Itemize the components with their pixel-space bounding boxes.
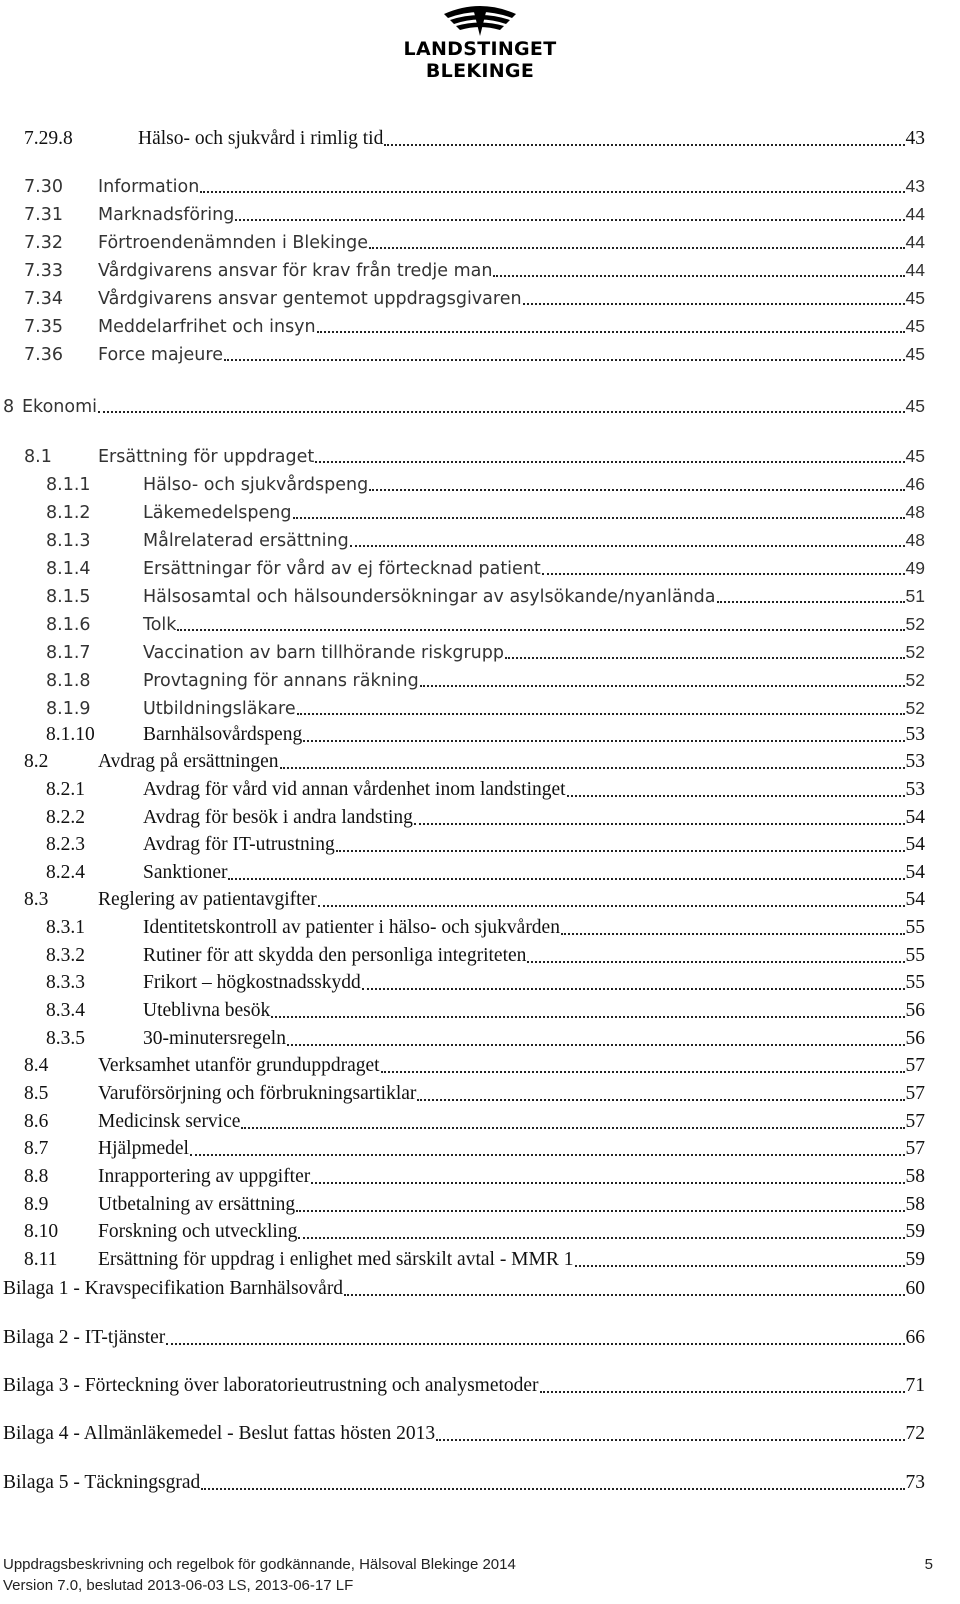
toc-entry[interactable] [24, 126, 925, 152]
toc-dot-leader [542, 573, 905, 575]
toc-entry-title: Förtroendenämnden i Blekinge [98, 233, 368, 253]
toc-entry[interactable] [46, 805, 925, 831]
toc-entry[interactable] [46, 777, 925, 803]
toc-entry-number: 8.1.9 [46, 699, 91, 719]
toc-entry-number: 7.31 [24, 205, 63, 225]
toc-entry-number: 8.5 [24, 1083, 49, 1104]
toc-entry[interactable] [46, 667, 925, 693]
toc-dot-leader [561, 933, 905, 935]
toc-entry-title: Uteblivna besök [143, 1000, 271, 1021]
toc-entry[interactable] [3, 393, 925, 419]
toc-entry[interactable] [46, 499, 925, 525]
toc-entry-title: Rutiner för att skydda den personliga integriteten [143, 945, 527, 966]
toc-entry-title: Vårdgivarens ansvar för krav från tredje man [98, 261, 493, 281]
toc-entry-page: 49 [905, 558, 925, 578]
toc-entry[interactable] [46, 722, 925, 748]
toc-dot-leader [200, 191, 904, 193]
toc-dot-leader [540, 1391, 905, 1393]
toc-entry[interactable] [46, 860, 925, 886]
toc-dot-leader [436, 1439, 904, 1441]
toc-entry-number: 8.1.2 [46, 503, 91, 523]
toc-entry-title: Läkemedelspeng [143, 503, 292, 523]
toc-entry-page: 52 [905, 614, 925, 634]
toc-dot-leader [235, 219, 904, 221]
toc-entry[interactable] [3, 1325, 925, 1351]
toc-entry-title: Målrelaterad ersättning [143, 531, 349, 551]
toc-entry-number: 8.2.2 [46, 807, 85, 828]
toc-entry-title: Ersättningar för vård av ej förtecknad patient [143, 559, 541, 579]
toc-entry-page: 43 [905, 128, 925, 149]
toc-entry[interactable] [24, 1219, 925, 1245]
toc-entry[interactable] [3, 1421, 925, 1447]
toc-dot-leader [369, 489, 904, 491]
toc-entry[interactable] [46, 832, 925, 858]
toc-entry-title: 30-minutersregeln [143, 1028, 286, 1049]
toc-entry[interactable] [24, 1053, 925, 1079]
toc-entry[interactable] [46, 998, 925, 1024]
toc-entry[interactable] [46, 555, 925, 581]
toc-dot-leader [369, 247, 905, 249]
footer-document-title: Uppdragsbeskrivning och regelbok för godkännande, Hälsoval Blekinge 2014 [3, 1556, 516, 1573]
toc-entry-number: 8.1.10 [46, 724, 95, 745]
toc-entry-page: 55 [905, 945, 925, 966]
toc-entry-number: 7.29.8 [24, 128, 73, 149]
toc-entry-page: 52 [905, 698, 925, 718]
toc-entry-title: Identitetskontroll av patienter i hälso- och sjukvården [143, 917, 560, 938]
toc-entry[interactable] [46, 1026, 925, 1052]
toc-entry-page: 53 [905, 751, 925, 772]
toc-dot-leader [303, 740, 904, 742]
toc-entry-number: 8.2.3 [46, 834, 85, 855]
toc-entry-number: 8.4 [24, 1055, 49, 1076]
toc-entry-page: 59 [905, 1221, 925, 1242]
toc-entry-page: 45 [905, 396, 925, 416]
toc-entry-title: Medicinsk service [98, 1111, 241, 1132]
toc-entry-title: Bilaga 1 - Kravspecifikation Barnhälsovård [3, 1278, 344, 1299]
toc-entry-title: Sanktioner [143, 862, 228, 883]
header-logo [350, 2, 610, 82]
toc-dot-leader [201, 1488, 904, 1490]
toc-entry[interactable] [46, 527, 925, 553]
toc-entry[interactable] [24, 887, 925, 913]
toc-dot-leader [287, 1044, 905, 1046]
toc-entry-number: 8.1.7 [46, 643, 91, 663]
footer-version: Version 7.0, beslutad 2013-06-03 LS, 2013-06-17 LF [3, 1577, 354, 1594]
toc-entry-number: 8.7 [24, 1138, 49, 1159]
toc-entry[interactable] [24, 229, 925, 255]
toc-entry-page: 54 [905, 807, 925, 828]
toc-entry-page: 59 [905, 1249, 925, 1270]
toc-entry-page: 73 [905, 1472, 925, 1493]
toc-dot-leader [414, 823, 905, 825]
toc-entry-title: Verksamhet utanför grunduppdraget [98, 1055, 380, 1076]
toc-entry-page: 45 [905, 316, 925, 336]
toc-dot-leader [190, 1154, 905, 1156]
toc-entry-page: 71 [905, 1375, 925, 1396]
toc-dot-leader [293, 517, 905, 519]
toc-entry[interactable] [46, 611, 925, 637]
toc-dot-leader [228, 878, 904, 880]
toc-dot-leader [311, 1182, 904, 1184]
toc-entry-title: Force majeure [98, 345, 223, 365]
toc-entry-page: 58 [905, 1166, 925, 1187]
toc-entry-page: 58 [905, 1194, 925, 1215]
toc-entry-page: 66 [905, 1327, 925, 1348]
toc-entry-number: 7.32 [24, 233, 63, 253]
toc-entry-title: Vaccination av barn tillhörande riskgrupp [143, 643, 504, 663]
toc-entry-page: 44 [905, 232, 925, 252]
toc-entry-title: Bilaga 3 - Förteckning över laboratorieutrustning och analysmetoder [3, 1375, 539, 1396]
toc-entry-page: 56 [905, 1028, 925, 1049]
toc-dot-leader [384, 144, 904, 146]
toc-entry-page: 54 [905, 862, 925, 883]
toc-entry-page: 44 [905, 204, 925, 224]
toc-entry[interactable] [24, 1109, 925, 1135]
toc-entry-title: Bilaga 5 - Täckningsgrad [3, 1472, 201, 1493]
toc-entry-title: Hälso- och sjukvård i rimlig tid [138, 128, 384, 149]
toc-dot-leader [166, 1343, 904, 1345]
toc-entry-number: 8.9 [24, 1194, 49, 1215]
toc-entry-title: Barnhälsovårdspeng [143, 724, 303, 745]
toc-entry-title: Inrapportering av uppgifter [98, 1166, 311, 1187]
toc-entry[interactable] [24, 341, 925, 367]
toc-entry[interactable] [24, 201, 925, 227]
toc-entry-page: 46 [905, 474, 925, 494]
landstinget-emblem-icon [434, 2, 526, 38]
toc-dot-leader [527, 961, 904, 963]
toc-entry-number: 8.2 [24, 751, 49, 772]
toc-entry-page: 57 [905, 1138, 925, 1159]
toc-entry-number: 8.3.5 [46, 1028, 85, 1049]
toc-dot-leader [493, 275, 904, 277]
toc-entry-page: 52 [905, 642, 925, 662]
toc-entry[interactable] [24, 1192, 925, 1218]
toc-entry-title: Meddelarfrihet och insyn [98, 317, 316, 337]
toc-entry[interactable] [46, 471, 925, 497]
toc-dot-leader [177, 629, 904, 631]
toc-dot-leader [280, 767, 905, 769]
toc-entry[interactable] [24, 1136, 925, 1162]
toc-entry[interactable] [46, 695, 925, 721]
toc-entry-page: 52 [905, 670, 925, 690]
toc-entry[interactable] [3, 1373, 925, 1399]
toc-dot-leader [575, 1265, 905, 1267]
toc-entry-title: Reglering av patientavgifter [98, 889, 317, 910]
toc-entry-page: 55 [905, 917, 925, 938]
toc-entry-number: 8.1.6 [46, 615, 91, 635]
toc-entry-number: 8.1.1 [46, 475, 91, 495]
toc-dot-leader [381, 1071, 905, 1073]
toc-entry[interactable] [24, 257, 925, 283]
toc-dot-leader [98, 411, 905, 413]
toc-entry[interactable] [46, 915, 925, 941]
toc-dot-leader [336, 850, 905, 852]
toc-entry-title: Bilaga 2 - IT-tjänster [3, 1327, 166, 1348]
toc-entry[interactable] [24, 1081, 925, 1107]
toc-entry-number: 8.2.4 [46, 862, 85, 883]
toc-dot-leader [241, 1127, 904, 1129]
toc-entry[interactable] [3, 1276, 925, 1302]
toc-entry-title: Forskning och utveckling [98, 1221, 298, 1242]
toc-entry[interactable] [24, 1164, 925, 1190]
toc-dot-leader [505, 657, 905, 659]
toc-entry-title: Vårdgivarens ansvar gentemot uppdragsgivaren [98, 289, 522, 309]
toc-dot-leader [362, 988, 905, 990]
toc-entry-number: 8.1.5 [46, 587, 91, 607]
toc-entry-title: Varuförsörjning och förbrukningsartiklar [98, 1083, 417, 1104]
toc-entry-title: Bilaga 4 - Allmänläkemedel - Beslut fattas hösten 2013 [3, 1423, 436, 1444]
toc-entry-number: 8.2.1 [46, 779, 85, 800]
toc-entry-title: Avdrag för vård vid annan vårdenhet inom landstinget [143, 779, 566, 800]
toc-entry-page: 53 [905, 724, 925, 745]
toc-entry[interactable] [46, 639, 925, 665]
toc-entry-page: 72 [905, 1423, 925, 1444]
toc-dot-leader [318, 905, 905, 907]
toc-dot-leader [296, 1210, 904, 1212]
toc-entry[interactable] [24, 749, 925, 775]
toc-entry-title: Provtagning för annans räkning [143, 671, 419, 691]
toc-entry[interactable] [46, 583, 925, 609]
toc-entry[interactable] [24, 313, 925, 339]
toc-entry-number: 8 [3, 397, 15, 417]
toc-entry[interactable] [46, 970, 925, 996]
toc-entry-number: 8.1.4 [46, 559, 91, 579]
toc-entry-title: Utbildningsläkare [143, 699, 296, 719]
toc-entry-title: Marknadsföring [98, 205, 235, 225]
toc-entry-number: 8.8 [24, 1166, 49, 1187]
toc-dot-leader [420, 685, 905, 687]
toc-entry-page: 55 [905, 972, 925, 993]
toc-entry-title: Avdrag på ersättningen [98, 751, 279, 772]
toc-entry-title: Avdrag för besök i andra landsting [143, 807, 413, 828]
toc-dot-leader [271, 1016, 904, 1018]
toc-entry-page: 54 [905, 834, 925, 855]
toc-entry-page: 44 [905, 260, 925, 280]
toc-entry-number: 8.6 [24, 1111, 49, 1132]
toc-entry[interactable] [3, 1470, 925, 1496]
toc-entry-page: 56 [905, 1000, 925, 1021]
toc-entry-number: 8.1.8 [46, 671, 91, 691]
toc-entry-number: 8.3.4 [46, 1000, 85, 1021]
toc-entry-page: 48 [905, 502, 925, 522]
toc-dot-leader [717, 601, 905, 603]
toc-entry-number: 7.33 [24, 261, 63, 281]
toc-entry-number: 8.10 [24, 1221, 59, 1242]
toc-entry-page: 57 [905, 1111, 925, 1132]
toc-entry-page: 48 [905, 530, 925, 550]
toc-entry[interactable] [24, 285, 925, 311]
toc-entry-number: 8.3.3 [46, 972, 85, 993]
toc-entry-page: 45 [905, 446, 925, 466]
toc-entry-number: 7.36 [24, 345, 63, 365]
toc-entry-page: 60 [905, 1278, 925, 1299]
toc-entry-title: Hjälpmedel [98, 1138, 189, 1159]
logo-wordmark: LANDSTINGET BLEKINGE [403, 38, 557, 82]
toc-entry-number: 7.30 [24, 177, 63, 197]
toc-entry-title: Frikort – högkostnadsskydd [143, 972, 361, 993]
toc-entry-title: Avdrag för IT-utrustning [143, 834, 335, 855]
toc-dot-leader [224, 359, 905, 361]
toc-entry-title: Ersättning för uppdraget [98, 447, 315, 467]
page-footer [3, 1554, 933, 1596]
toc-dot-leader [344, 1294, 904, 1296]
toc-entry-title: Hälsosamtal och hälsoundersökningar av asylsökande/nyanlända [143, 587, 716, 607]
toc-entry-number: 8.1.3 [46, 531, 91, 551]
toc-dot-leader [567, 795, 905, 797]
toc-entry[interactable] [46, 943, 925, 969]
toc-entry-title: Ekonomi [22, 397, 97, 417]
toc-dot-leader [417, 1099, 904, 1101]
toc-dot-leader [317, 331, 905, 333]
toc-entry-number: 8.3 [24, 889, 49, 910]
toc-entry-number: 7.35 [24, 317, 63, 337]
toc-entry-page: 43 [905, 176, 925, 196]
toc-entry-number: 8.11 [24, 1249, 58, 1270]
toc-entry-page: 45 [905, 288, 925, 308]
toc-dot-leader [523, 303, 905, 305]
toc-entry-title: Ersättning för uppdrag i enlighet med särskilt avtal - MMR 1 [98, 1249, 574, 1270]
toc-entry-title: Hälso- och sjukvårdspeng [143, 475, 369, 495]
toc-entry-page: 57 [905, 1083, 925, 1104]
toc-dot-leader [350, 545, 905, 547]
toc-entry-page: 51 [905, 586, 925, 606]
toc-entry[interactable] [24, 1247, 925, 1273]
toc-entry-number: 8.3.2 [46, 945, 85, 966]
toc-entry-page: 54 [905, 889, 925, 910]
toc-entry[interactable] [24, 443, 925, 469]
toc-entry-page: 53 [905, 779, 925, 800]
toc-entry-page: 57 [905, 1055, 925, 1076]
toc-dot-leader [297, 713, 905, 715]
toc-entry-page: 45 [905, 344, 925, 364]
footer-page-number: 5 [924, 1556, 933, 1573]
toc-entry-title: Information [98, 177, 200, 197]
toc-entry[interactable] [24, 173, 925, 199]
toc-dot-leader [315, 461, 904, 463]
toc-entry-title: Tolk [143, 615, 177, 635]
toc-dot-leader [298, 1237, 904, 1239]
toc-entry-number: 8.3.1 [46, 917, 85, 938]
toc-entry-number: 7.34 [24, 289, 63, 309]
toc-entry-number: 8.1 [24, 447, 52, 467]
toc-entry-title: Utbetalning av ersättning [98, 1194, 296, 1215]
